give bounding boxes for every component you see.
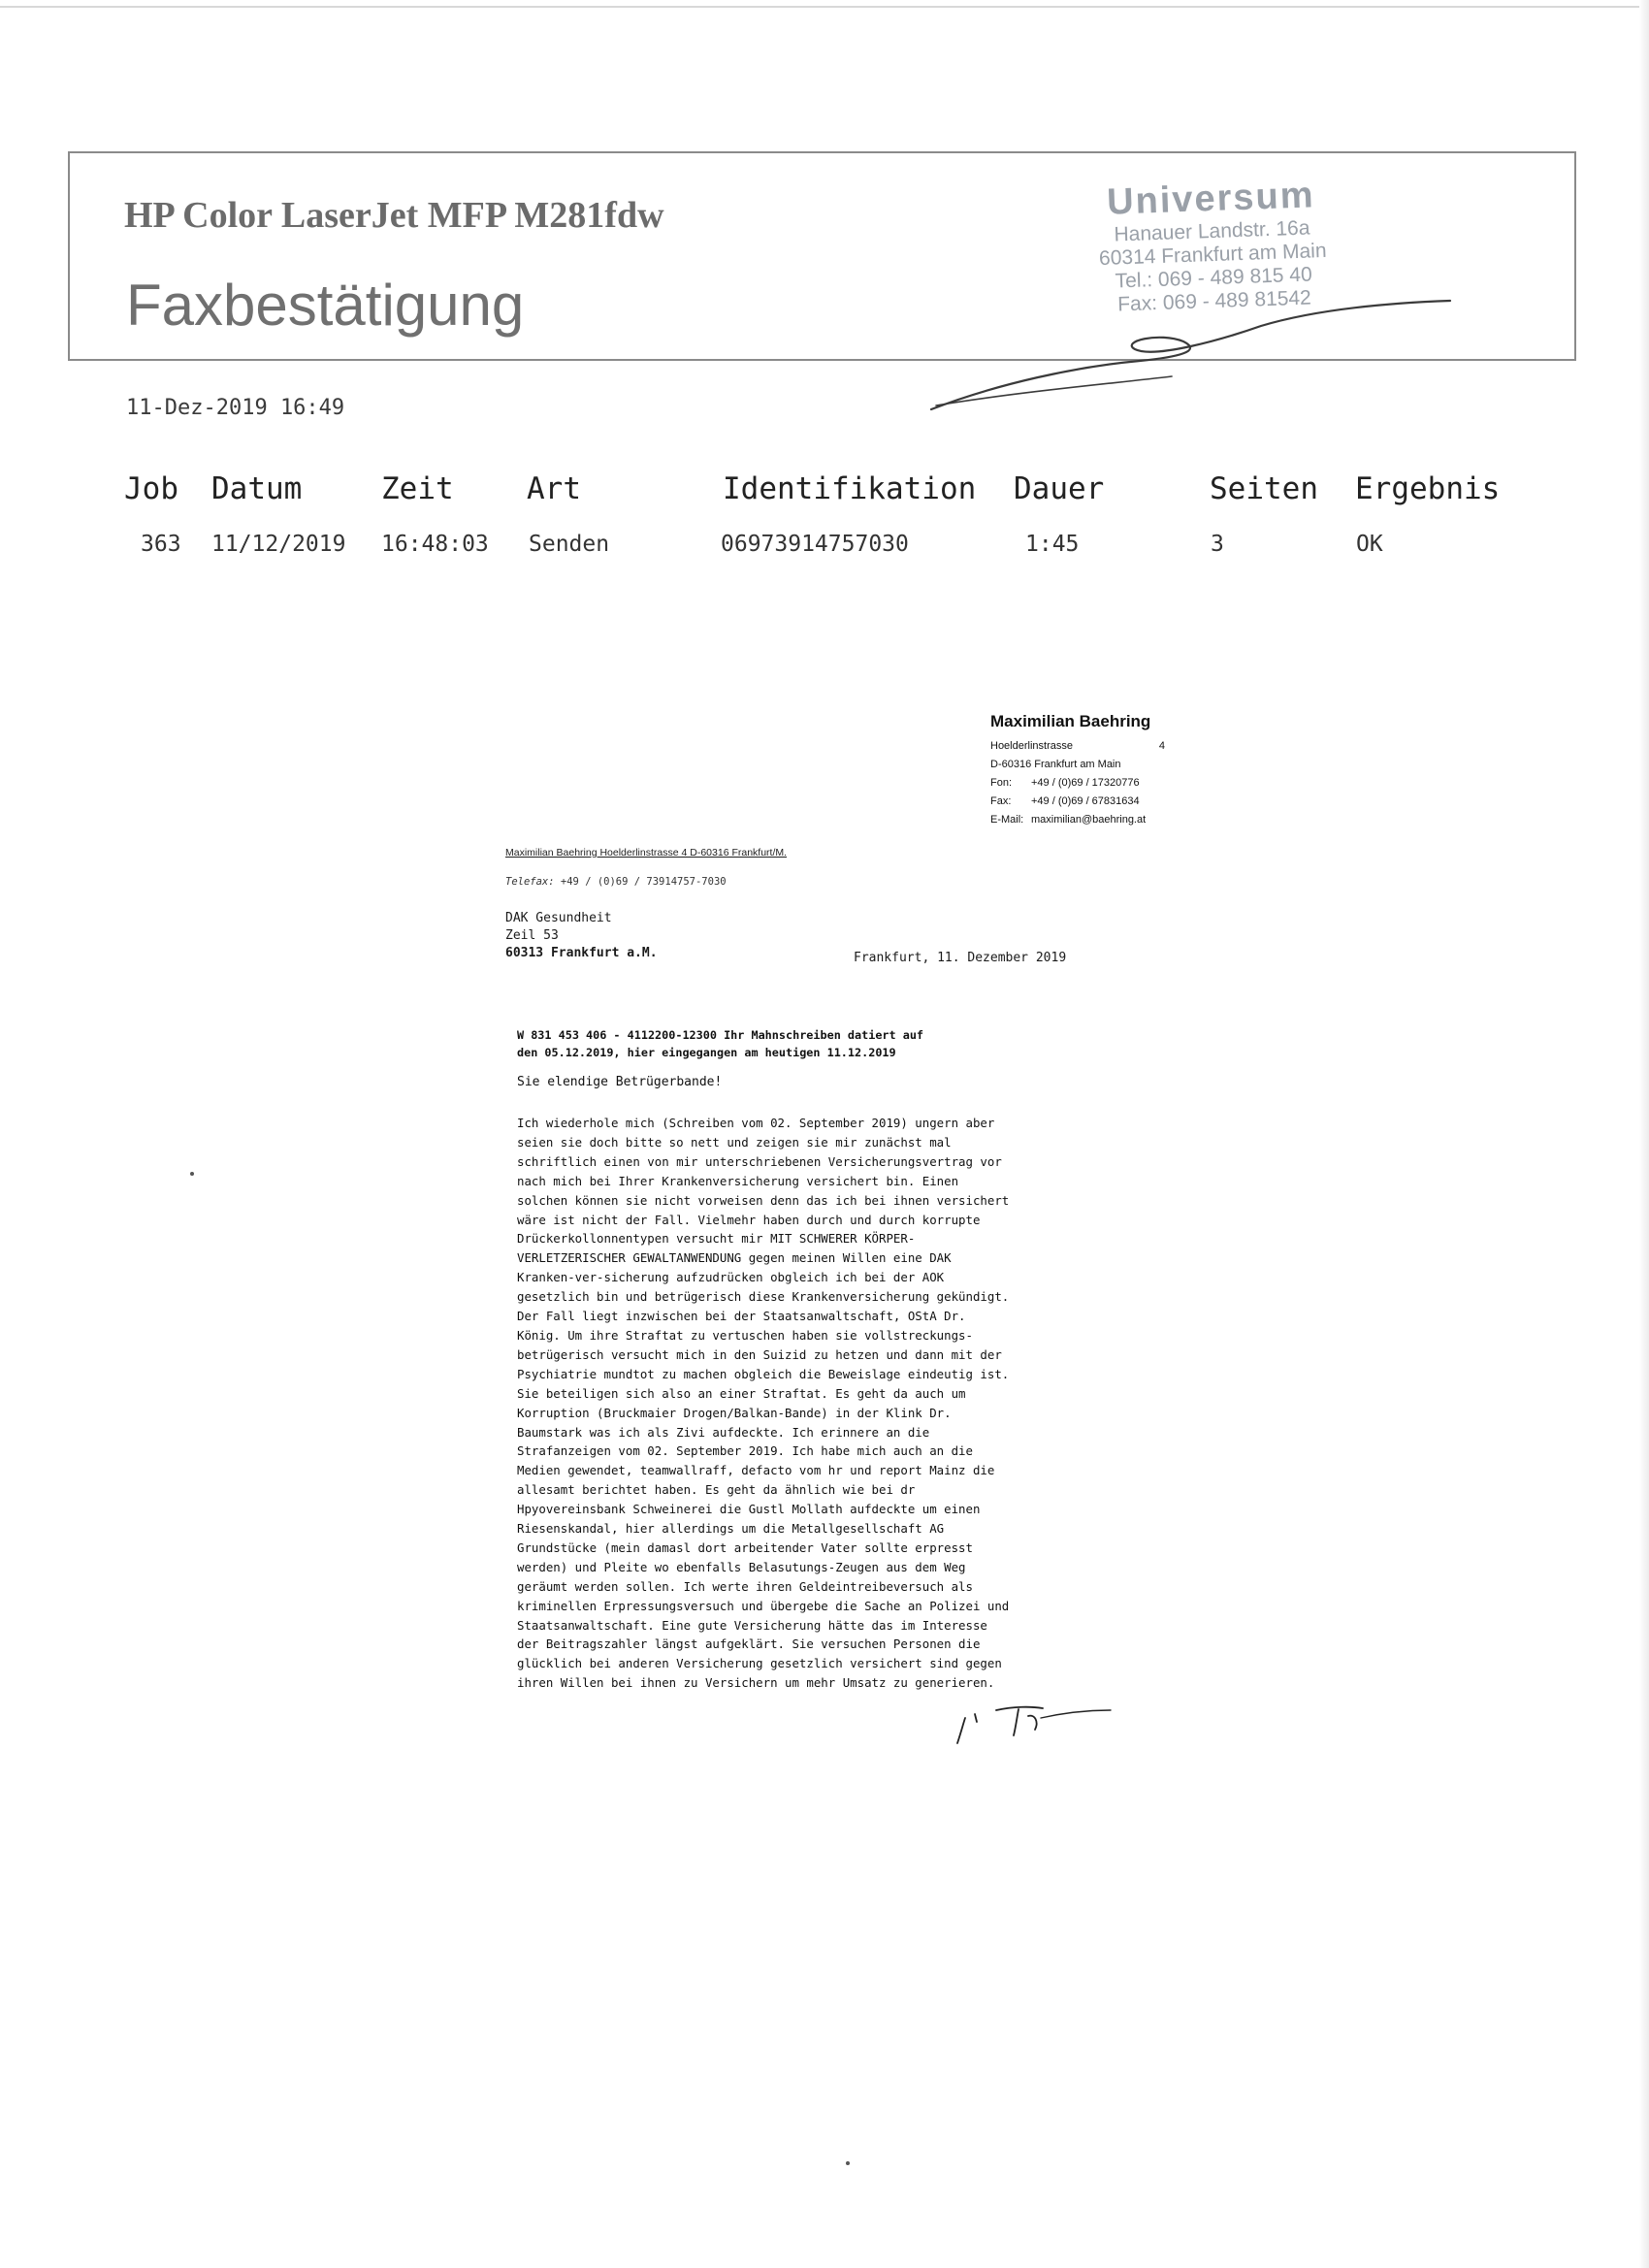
- body-line: solchen können sie nicht vorweisen denn das ich bei ihnen versichert: [517, 1192, 1010, 1208]
- body-line: nach mich bei Ihrer Krankenversicherung versichert bin. Einen: [517, 1173, 959, 1188]
- body-line: schriftlich einen von mir unterschriebenen Versicherungsvertrag vor: [517, 1153, 1002, 1169]
- telefax-label: Telefax:: [505, 876, 555, 888]
- fax-number: +49 / (0)69 / 67831634: [1031, 795, 1140, 807]
- stamp-line: 60314 Frankfurt am Main: [1098, 239, 1327, 271]
- body-line: Ich wiederhole mich (Schreiben vom 02. September 2019) ungern aber: [517, 1116, 995, 1130]
- scan-speck: [846, 2161, 850, 2165]
- column-header-identifikation: Identifikation: [723, 471, 977, 506]
- stamp-line: Hanauer Landstr. 16a: [1114, 216, 1310, 246]
- body-line: ihren Willen bei ihnen zu Versichern um mehr Umsatz zu generieren.: [517, 1675, 995, 1691]
- handwritten-signature: [912, 291, 1455, 417]
- letterhead-street-row: [990, 737, 1165, 756]
- letterhead: [990, 712, 1165, 829]
- fon-label: Fon:: [990, 777, 1013, 789]
- body-line: werden) und Pleite wo ebenfalls Belasutungs-Zeugen aus dem Weg: [517, 1559, 966, 1574]
- column-header-job: Job: [124, 471, 178, 506]
- recipient-line: Zeil 53: [505, 928, 559, 943]
- subject-line: den 05.12.2019, hier eingegangen am heutigen 11.12.2019: [517, 1046, 896, 1059]
- job-duration: 1:45: [1025, 532, 1080, 557]
- body-line: gesetzlich bin und betrügerisch diese Krankenversicherung gekündigt.: [517, 1289, 1010, 1305]
- job-time: 16:48:03: [381, 532, 489, 557]
- column-header-dauer: Dauer: [1014, 471, 1105, 506]
- telefax-number: +49 / (0)69 / 73914757-7030: [560, 876, 727, 888]
- job-type: Senden: [529, 532, 610, 557]
- report-datetime: 11-Dez-2019 16:49: [126, 396, 345, 420]
- email-label: E-Mail:: [990, 814, 1024, 826]
- body-line: VERLETZERISCHER GEWALTANWENDUNG gegen meinen Willen eine DAK: [517, 1250, 952, 1266]
- letterhead-name: Maximilian Baehring: [990, 712, 1151, 730]
- scan-speck: [190, 1172, 194, 1176]
- letterhead-house-number: 4: [1158, 740, 1165, 752]
- body-line: Baumstark was ich als Zivi aufdeckte. Ich erinnere an die: [517, 1424, 930, 1440]
- letterhead-email-row: [990, 811, 1165, 829]
- stamp-line: Tel.: 069 - 489 815 40: [1115, 263, 1313, 293]
- letter-subject: [517, 1026, 923, 1061]
- letterhead-fax-row: [990, 793, 1165, 811]
- body-line: Staatsanwaltschaft. Eine gute Versicherung hätte das im Interesse: [517, 1617, 987, 1633]
- body-line: Medien gewendet, teamwallraff, defacto vom hr und report Mainz die: [517, 1463, 995, 1478]
- letter-body: [517, 1114, 1009, 1693]
- recipient-line: DAK Gesundheit: [505, 911, 612, 925]
- column-header-datum: Datum: [211, 471, 303, 506]
- body-line: Kranken-ver-sicherung aufzudrücken obgleich ich bei der AOK: [517, 1270, 945, 1285]
- body-line: Riesenskandal, hier allerdings um die Metallgesellschaft AG: [517, 1521, 945, 1537]
- letterhead-city: D-60316 Frankfurt am Main: [990, 759, 1121, 770]
- scan-right-edge: [1639, 0, 1649, 2268]
- column-header-ergebnis: Ergebnis: [1355, 471, 1501, 506]
- body-line: Drückerkollonnentypen versucht mir MIT SCHWERER KÖRPER-: [517, 1231, 916, 1247]
- telefax-line: [505, 876, 727, 888]
- body-line: geräumt werden sollen. Ich werte ihren Geldeintreibeversuch als: [517, 1578, 973, 1594]
- stamp-name: Universum: [1106, 175, 1316, 223]
- printer-model: HP Color LaserJet MFP M281fdw: [124, 195, 664, 236]
- job-date: 11/12/2019: [211, 532, 346, 557]
- body-line: Psychiatrie mundtot zu machen obgleich die Beweislage eindeutig ist.: [517, 1366, 1010, 1381]
- body-line: wäre ist nicht der Fall. Vielmehr haben durch und durch korrupte: [517, 1212, 981, 1227]
- column-header-zeit: Zeit: [381, 471, 454, 506]
- body-line: Der Fall liegt inzwischen bei der Staatsanwaltschaft, OStA Dr.: [517, 1309, 966, 1324]
- body-line: glücklich bei anderen Versicherung gesetzlich versichert sind gegen: [517, 1656, 1002, 1671]
- email-address: maximilian@baehring.at: [1031, 814, 1147, 826]
- letterhead-fon-row: [990, 774, 1165, 793]
- column-header-art: Art: [527, 471, 581, 506]
- salutation: Sie elendige Betrügerbande!: [517, 1075, 723, 1089]
- body-line: Hpyovereinsbank Schweinerei die Gustl Mollath aufdeckte um einen: [517, 1502, 981, 1517]
- sender-return-address: Maximilian Baehring Hoelderlinstrasse 4 D-60316 Frankfurt/M.: [505, 847, 788, 859]
- column-header-seiten: Seiten: [1210, 471, 1318, 506]
- job-identification: 06973914757030: [721, 532, 909, 557]
- body-line: König. Um ihre Straftat zu vertuschen haben sie vollstreckungs-: [517, 1327, 973, 1343]
- subject-line: W 831 453 406 - 4112200-12300 Ihr Mahnschreiben datiert auf: [517, 1028, 924, 1042]
- body-line: kriminellen Erpressungsversuch und übergebe die Sache an Polizei und: [517, 1598, 1010, 1613]
- body-line: Sie beteiligen sich also an einer Straftat. Es geht da auch um: [517, 1385, 966, 1401]
- fax-confirmation-title: Faxbestätigung: [126, 273, 525, 338]
- body-line: allesamt berichtet haben. Es geht da ähnlich wie bei dr: [517, 1482, 916, 1498]
- job-result: OK: [1356, 532, 1383, 557]
- place-date: Frankfurt, 11. Dezember 2019: [854, 951, 1067, 965]
- body-line: betrügerisch versucht mich in den Suizid zu hetzen und dann mit der: [517, 1346, 1002, 1362]
- letterhead-street: Hoelderlinstrasse: [990, 740, 1073, 752]
- body-line: Grundstücke (mein damasl dort arbeitender Vater sollte erpresst: [517, 1539, 973, 1555]
- job-number: 363: [141, 532, 181, 557]
- fon-number: +49 / (0)69 / 17320776: [1031, 777, 1140, 789]
- stamp-line: Fax: 069 - 489 81542: [1116, 286, 1312, 316]
- recipient-line: 60313 Frankfurt a.M.: [505, 946, 658, 960]
- scan-top-edge: [0, 6, 1649, 8]
- body-line: der Beitragszahler längst aufgeklärt. Sie versuchen Personen die: [517, 1636, 981, 1652]
- job-pages: 3: [1211, 532, 1224, 557]
- fax-label: Fax:: [990, 795, 1012, 807]
- body-line: Strafanzeigen vom 02. September 2019. Ich habe mich auch an die: [517, 1443, 973, 1459]
- body-line: Korruption (Bruckmaier Drogen/Balkan-Bande) in der Klink Dr.: [517, 1405, 952, 1420]
- body-line: seien sie doch bitte so nett und zeigen sie mir zunächst mal: [517, 1134, 952, 1150]
- recipient-address: [505, 910, 658, 962]
- letterhead-city-row: [990, 756, 1165, 774]
- letter-signature: [946, 1693, 1120, 1751]
